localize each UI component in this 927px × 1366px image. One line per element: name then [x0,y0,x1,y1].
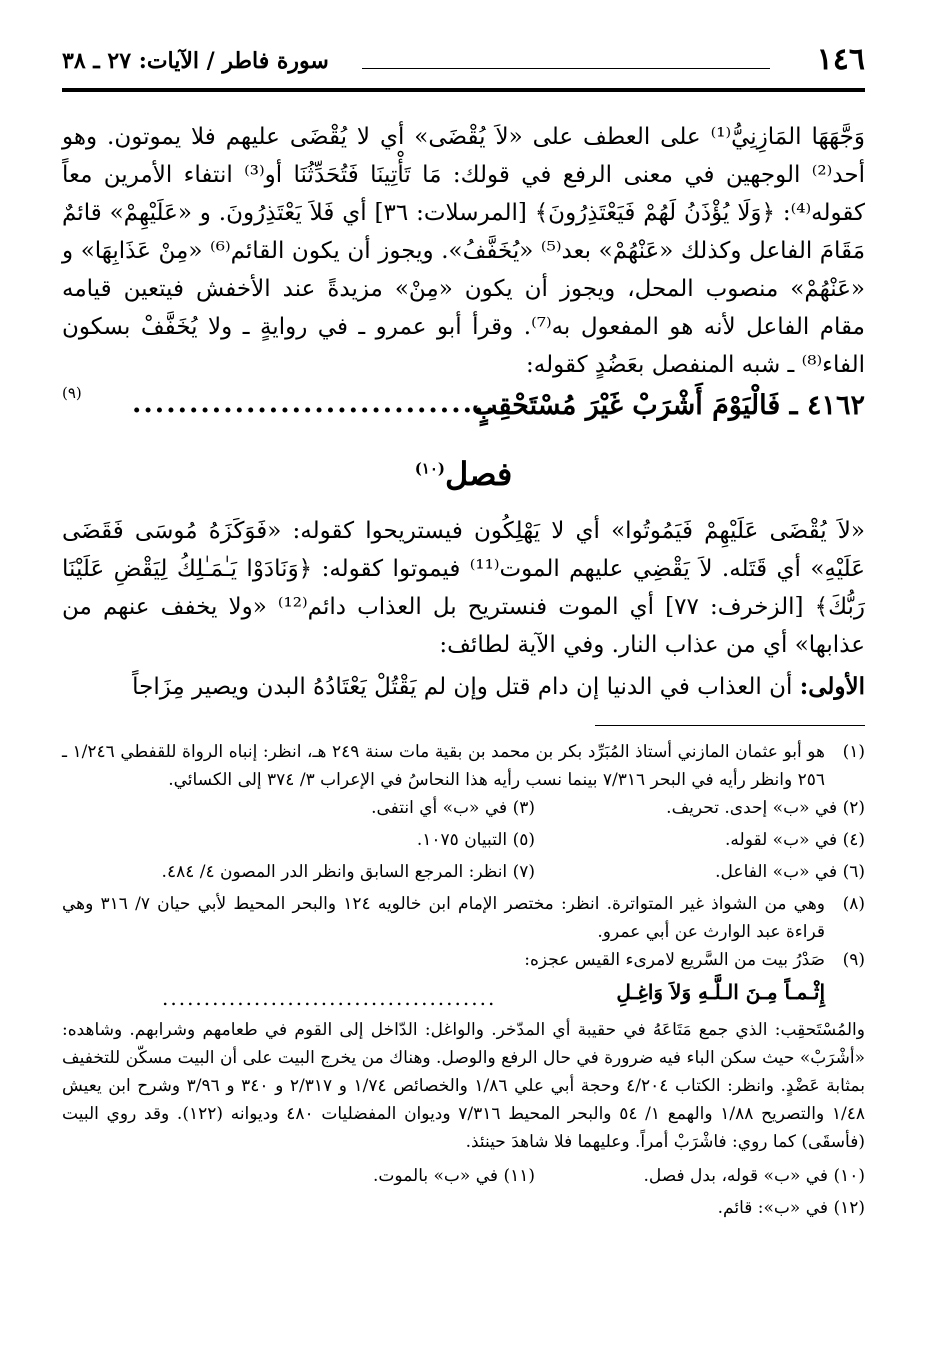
section-title: فصل [445,455,513,493]
footnote-number: (١٢) [833,1198,865,1218]
page-number: ١٤٦ [816,42,865,77]
footnote-text: في «ب» إحدى. تحريف. [666,798,838,818]
footnote [62,890,865,946]
poetry-verse [62,384,865,430]
footnote-number: (٥) [512,830,535,850]
footnote [725,826,865,854]
footnote-text: في «ب»: قائم. [717,1198,829,1218]
verse-text: ٤١٦٢ ـ فَالْيَوْمَ أَشْرَبْ غَيْرَ مُسْتَحْقِبٍ [472,390,865,421]
footnote-continuation [62,1016,865,1156]
footnote [666,794,865,822]
footnote-number: (٦) [842,862,865,882]
verse-footnote-ref: (٩) [62,384,82,402]
footnote-number: (٤) [842,830,865,850]
footnote-pair [62,858,865,890]
footnote-text: في «ب» قوله، بدل فصل. [643,1166,829,1186]
paragraph: وَجَّهَهَا المَازِنِيُّ⁽¹⁾ على العطف على «لاَ يُقْضَى» أي لا يُقْضَى عليهم فلا يموتون. وهو أحد⁽²⁾ الوجهين في معنى الرفع في قولك: مَا تَأْتِينَا فَتُحَدِّثُنَا أو⁽³⁾ انتفاء الأمرين معاً كقوله⁽⁴⁾: ﴿وَلَا يُؤْذَنُ لَهُمْ فَيَعْتَذِرُونَ﴾ [المرسلات: ٣٦] أي فَلاَ يَعْتَذِرُونَ. و «عَلَيْهِمْ» قائمٌ مَقَامَ الفاعل وكذلك «عَنْهُمْ» بعد⁽⁵⁾ «يُخَفَّفُ». ويجوز أن يكون القائم⁽⁶⁾ «مِنْ عَذَابِهَا» و «عَنْهُمْ» منصوب المحل، ويجوز أن يكون «مِنْ» مزيدةً عند الأخفش فيتعين قيامه مقام الفاعل لأنه هو المفعول به⁽⁷⁾. وقرأ أبو عمرو ـ في روايةٍ ـ ولا يُخَفَّفْ بسكون الفاء⁽⁸⁾ ـ شبه المنفصل بعَضُدٍ كقوله: [62,124,866,378]
header-rule-thin [362,68,770,69]
footnote-separator [595,725,865,726]
lataif-text: أن العذاب في الدنيا إن دام قتل وإن لم يَقْتُلْ يَعْتَادُهُ البدن ويصير مِزَاجاً [132,674,793,700]
main-text [62,118,865,384]
footnote-verse-dots: ........................................ [162,986,497,1010]
section-footnote-ref: (١٠) [414,459,446,478]
footnote-verse-text: إِثْـمـاً مِـنَ الـلَّـهِ وَلاَ وَاغِـلِ [616,980,825,1004]
running-title: سورة فاطر / الآيات: ٢٧ ـ ٣٨ [62,48,329,74]
footnote-text: وهي من الشواذ غير المتواترة. انظر: مختصر الإمام ابن خالويه ١٢٤ والبحر المحيط لأبي حيان ٧/ ٣١٦ وهي قراءة عبد الوارث عن أبي عمرو. [62,894,825,942]
footnote [643,1162,865,1190]
paragraph: «لاَ يُقْضَى عَلَيْهِمْ فَيَمُوتُوا» أي لا يَهْلِكُون فيستريحوا كقوله: «فَوَكَزَهُ مُوسَى فَقَضَى عَلَيْهِ» أي قَتَله. لاَ يَقْضِي عليهم الموت⁽¹¹⁾ فيموتوا كقوله: ﴿وَنَادَوْا يَـٰمَـٰلِكُ لِيَقْضِ عَلَيْنَا رَبُّكَ﴾ [الزخرف: ٧٧] أي الموت فنستريح بل العذاب دائم⁽¹²⁾ «ولا يخفف عنهم من عذابها» أي من عذاب النار. وفي الآية لطائف: [62,518,866,658]
page-header [62,42,865,88]
footnote-text: في «ب» بالموت. [373,1166,499,1186]
footnote-text: في «ب» لقوله. [725,830,838,850]
footnote [62,946,865,974]
footnote-text: صَدْرُ بيت من السَّريع لامرىء القيس عجزه: [524,950,825,970]
footnote-pair [62,794,865,826]
lataif-label: الأولى: [799,673,865,700]
header-rule-thick [62,88,865,92]
footnote-number: (١١) [503,1166,535,1186]
footnote [715,858,865,886]
footnote-number: (١) [842,742,865,762]
footnote [162,858,535,886]
footnote-verse [62,974,865,1016]
footnote-number: (١٠) [833,1166,865,1186]
footnote [373,1162,535,1190]
footnote [417,826,535,854]
footnote-number: (٣) [512,798,535,818]
verse-dots: ................................ [132,388,497,419]
footnote-text: في «ب» الفاعل. [715,862,838,882]
footnote-text: والمُسْتَحقِب: الذي جمع مَتَاعَهُ في حقيبة أي المدّخر. والواغل: الدّاخل إلى القوم في طعامهم وشرابهم. وشاهده: «أشْرَبْ» حيث سكن الباء فيه ضرورة في حال الرفع والوصل. وهناك من يخرج البيت على أن البيت مسكّن للتخفيف بمثابة عَضْدٍ. وانظر: الكتاب ٤/٢٠٤ وحجة أبي علي ١/٨٦ والخصائص ١/٧٤ و ٢/٣١٧ و ٣٤٠ و ٣/٩٦ وشرح ابن يعيش ١/٤٨ والتصريح ١/٨٨ والهمع ١/ ٥٤ والبحر المحيط ٧/٣١٦ وديوان المفضليات ٤٨٠ وديوانه (١٢٢). وقد روي البيت (فأسقَى) كما روي: فاشْرَبْ أمراً. وعليهما فلا شاهدَ حينئذ. [62,1020,865,1152]
footnotes [62,738,865,1226]
lataif-first [62,668,865,706]
footnote-number: (٨) [842,894,865,914]
main-text-2 [62,512,865,664]
footnote-pair [62,826,865,858]
footnote-single [62,1194,865,1226]
footnote-number: (٧) [512,862,535,882]
footnote-number: (٢) [842,798,865,818]
footnote-pair [62,1162,865,1194]
footnote [718,1194,865,1222]
footnote-text: في «ب» أي انتفى. [371,798,508,818]
footnote-text: هو أبو عثمان المازني أستاذ المُبَرِّد بكر بن محمد بن بقية مات سنة ٢٤٩ هـ، انظر: إنباه الرواة للقفطي ١/٢٤٦ ـ ٢٥٦ وانظر رأيه في البحر ٧/٣١٦ بينما نسب رأيه هذا النحاسُ في الإعراب ٣/ ٣٧٤ إلى الكسائي. [62,742,826,790]
footnote-text: انظر: المرجع السابق وانظر الدر المصون ٤/ ٤٨٤. [161,862,508,882]
footnote [62,738,865,794]
footnote [371,794,535,822]
section-heading [0,455,927,493]
footnote-number: (٩) [842,950,865,970]
footnote-text: التبيان ١٠٧٥. [416,830,508,850]
